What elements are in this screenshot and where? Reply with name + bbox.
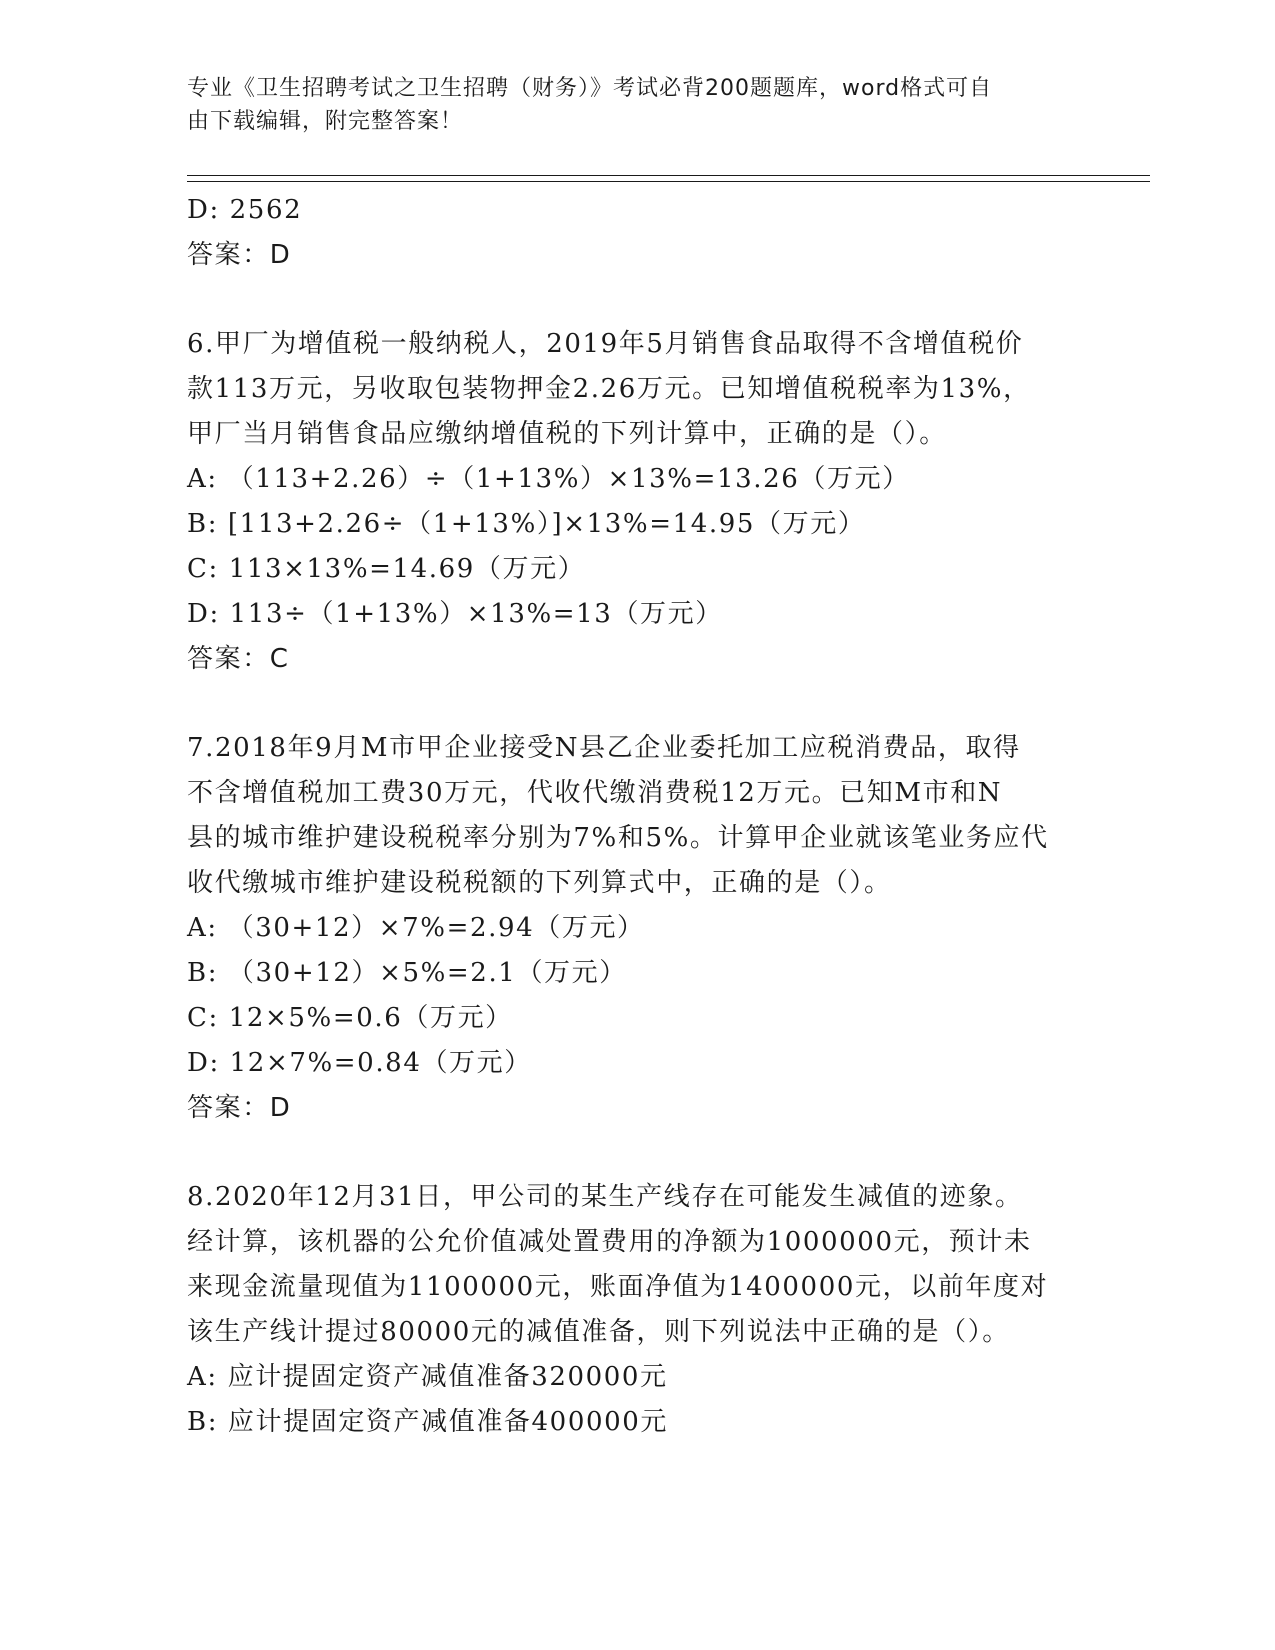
answer-line: 答案：C	[187, 644, 290, 674]
question-stem-line: 该生产线计提过80000元的减值准备，则下列说法中正确的是（）。	[187, 1317, 1010, 1347]
option-d: D: 2562	[187, 195, 303, 225]
question-stem-line: 款113万元，另收取包装物押金2.26万元。已知增值税税率为13%，	[187, 374, 1031, 404]
answer-line: 答案：D	[187, 240, 292, 270]
header-divider-top	[187, 175, 1150, 176]
option-b: B: [113+2.26÷（1+13%）]×13%=14.95（万元）	[187, 509, 866, 539]
option-a: A: （113+2.26）÷（1+13%）×13%=13.26（万元）	[187, 464, 910, 494]
option-c: C: 12×5%=0.6（万元）	[187, 1003, 513, 1033]
option-a: A: 应计提固定资产减值准备320000元	[187, 1362, 668, 1392]
question-5-tail	[187, 188, 1067, 278]
question-stem-line: 8.2020年12月31日，甲公司的某生产线存在可能发生减值的迹象。	[187, 1182, 1023, 1212]
question-content	[187, 188, 1067, 1445]
header-line-1: 专业《卫生招聘考试之卫生招聘（财务）》考试必背200题题库，word格式可自	[187, 76, 993, 101]
question-stem-line: 来现金流量现值为1100000元，账面净值为1400000元，以前年度对	[187, 1272, 1049, 1302]
question-stem-line: 甲厂当月销售食品应缴纳增值税的下列计算中，正确的是（）。	[187, 419, 947, 449]
option-b: B: （30+12）×5%=2.1（万元）	[187, 958, 627, 988]
question-6	[187, 322, 1067, 682]
spacer	[187, 682, 1067, 726]
spacer	[187, 278, 1067, 322]
header-line-2: 由下载编辑，附完整答案！	[187, 109, 464, 134]
spacer	[187, 1131, 1067, 1175]
option-c: C: 113×13%=14.69（万元）	[187, 554, 586, 584]
question-8	[187, 1175, 1067, 1445]
question-stem-line: 经计算，该机器的公允价值减处置费用的净额为1000000元，预计未	[187, 1227, 1032, 1257]
question-stem-line: 7.2018年9月M市甲企业接受N县乙企业委托加工应税消费品，取得	[187, 733, 1021, 763]
option-a: A: （30+12）×7%=2.94（万元）	[187, 913, 645, 943]
question-stem-line: 不含增值税加工费30万元，代收代缴消费税12万元。已知M市和N	[187, 778, 1003, 808]
question-stem-line: 收代缴城市维护建设税税额的下列算式中，正确的是（）。	[187, 868, 892, 898]
option-d: D: 12×7%=0.84（万元）	[187, 1048, 532, 1078]
question-stem-line: 县的城市维护建设税税率分别为7%和5%。计算甲企业就该笔业务应代	[187, 823, 1049, 853]
option-d: D: 113÷（1+13%）×13%=13（万元）	[187, 599, 723, 629]
page-header	[187, 72, 1067, 138]
question-stem-line: 6.甲厂为增值税一般纳税人，2019年5月销售食品取得不含增值税价	[187, 329, 1024, 359]
option-b: B: 应计提固定资产减值准备400000元	[187, 1407, 668, 1437]
question-7	[187, 726, 1067, 1131]
header-divider-bottom	[187, 181, 1150, 182]
answer-line: 答案：D	[187, 1093, 292, 1123]
